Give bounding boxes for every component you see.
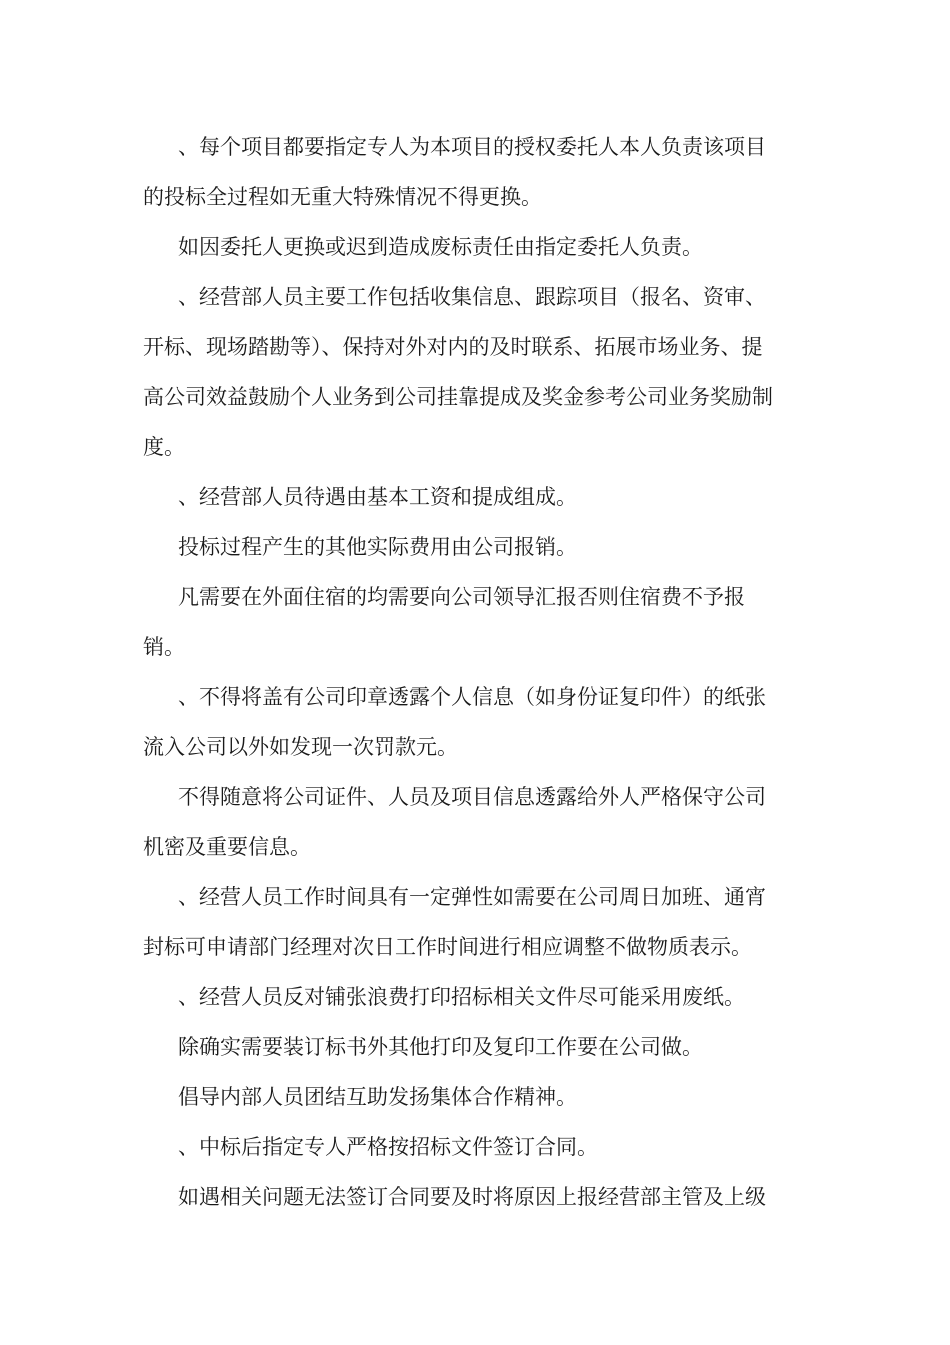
paragraph-3: 、经营部人员主要工作包括收集信息、跟踪项目（报名、资审、开标、现场踏勘等）、保持对外对内的及时联系、拓展市场业务、提高公司效益鼓励个人业务到公司挂靠提成及奖金参考公司业务奖励制度。 [143, 285, 773, 459]
paragraph-14: 如遇相关问题无法签订合同要及时将原因上报经营部主管及上级 [178, 1185, 766, 1209]
document-body [143, 122, 783, 1222]
paragraph-4: 、经营部人员待遇由基本工资和提成组成。 [178, 485, 577, 509]
paragraph-13: 、中标后指定专人严格按招标文件签订合同。 [178, 1135, 598, 1159]
paragraph-6: 凡需要在外面住宿的均需要向公司领导汇报否则住宿费不予报销。 [143, 585, 745, 659]
paragraph-2: 如因委托人更换或迟到造成废标责任由指定委托人负责。 [178, 235, 703, 259]
paragraph-12: 倡导内部人员团结互助发扬集体合作精神。 [178, 1085, 577, 1109]
paragraph-8: 不得随意将公司证件、人员及项目信息透露给外人严格保守公司机密及重要信息。 [143, 785, 766, 859]
paragraph-1: 、每个项目都要指定专人为本项目的授权委托人本人负责该项目的投标全过程如无重大特殊情况不得更换。 [143, 135, 766, 209]
paragraph-7: 、不得将盖有公司印章透露个人信息（如身份证复印件）的纸张流入公司以外如发现一次罚款元。 [143, 685, 766, 759]
paragraph-11: 除确实需要装订标书外其他打印及复印工作要在公司做。 [178, 1035, 703, 1059]
paragraph-5: 投标过程产生的其他实际费用由公司报销。 [178, 535, 577, 559]
paragraph-10: 、经营人员反对铺张浪费打印招标相关文件尽可能采用废纸。 [178, 985, 745, 1009]
paragraph-9: 、经营人员工作时间具有一定弹性如需要在公司周日加班、通宵封标可申请部门经理对次日工作时间进行相应调整不做物质表示。 [143, 885, 766, 959]
